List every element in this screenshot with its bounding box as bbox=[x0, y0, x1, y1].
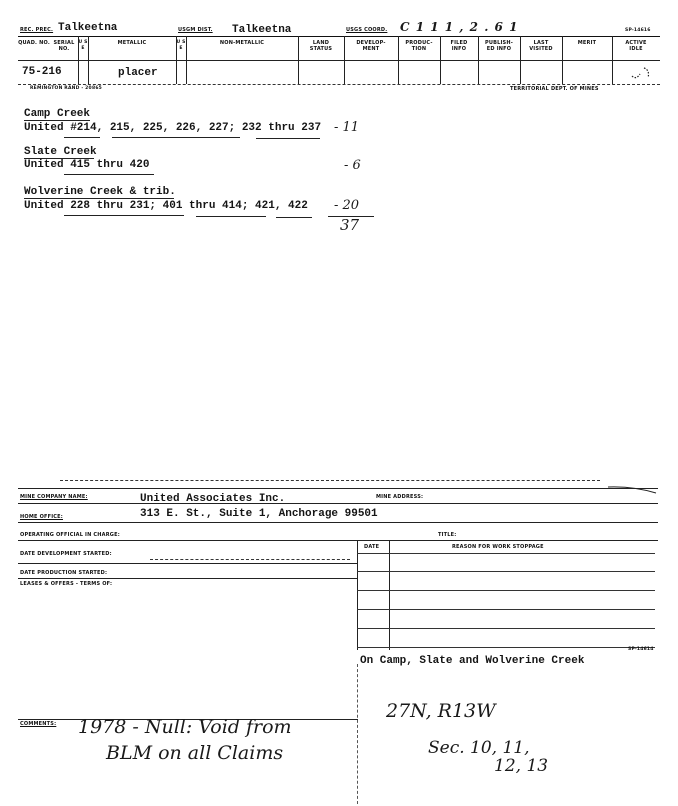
usgs-coord-label: USGS COORD. bbox=[346, 27, 388, 33]
remington-code: 865 bbox=[92, 86, 102, 91]
claim-total: 37 bbox=[340, 216, 360, 234]
claim-creek-wolverine: Wolverine Creek & trib. bbox=[24, 186, 176, 198]
underline bbox=[24, 198, 174, 199]
title-label: TITLE: bbox=[438, 532, 457, 538]
claim-count-slate: - 6 bbox=[344, 158, 361, 173]
section-dash-rule bbox=[60, 480, 600, 481]
col-production: PRODUC-TION bbox=[405, 40, 433, 52]
stop-row-rule bbox=[357, 590, 655, 591]
quad-no-value: 75-216 bbox=[22, 66, 62, 78]
mine-company-value: United Associates Inc. bbox=[140, 493, 286, 505]
col-published-info: PUBLISH-ED INFO bbox=[484, 40, 514, 52]
claim-creek-camp: Camp Creek bbox=[24, 108, 91, 120]
home-office-value: 313 E. St., Suite 1, Anchorage 99501 bbox=[140, 508, 378, 520]
claim-line-camp: United #214, 215, 225, 226, 227; 232 thru 237 bbox=[24, 122, 322, 134]
underline bbox=[64, 137, 100, 138]
mine-address-label: MINE ADDRESS: bbox=[376, 494, 424, 500]
metallic-value: placer bbox=[118, 67, 158, 79]
rule bbox=[18, 540, 658, 541]
location-line-1: 27N, R13W bbox=[386, 700, 496, 722]
stop-row-rule bbox=[357, 609, 655, 610]
underline bbox=[64, 174, 154, 175]
comments-line-2: BLM on all Claims bbox=[106, 742, 284, 764]
claim-creek-slate: Slate Creek bbox=[24, 146, 97, 158]
col-development: DEVELOP-MENT bbox=[356, 40, 386, 52]
leases-label: LEASES & OFFERS - TERMS OF: bbox=[20, 581, 113, 587]
rule bbox=[18, 522, 658, 523]
col-non-metallic: NON-METALLIC bbox=[219, 40, 265, 46]
company-top-rule bbox=[18, 488, 658, 489]
active-idle-checkmark bbox=[612, 62, 658, 84]
rule bbox=[18, 503, 658, 504]
rule bbox=[18, 563, 357, 564]
rec-prec-value: Talkeetna bbox=[58, 22, 118, 34]
operating-official-label: OPERATING OFFICIAL IN CHARGE: bbox=[20, 532, 120, 538]
underline bbox=[64, 215, 184, 216]
comments-line-1: 1978 - Null: Void from bbox=[78, 716, 292, 738]
col-land-status: LAND STATUS bbox=[309, 40, 333, 52]
form-number-bottom: SP-14614 bbox=[628, 647, 654, 652]
underline bbox=[256, 138, 320, 139]
col-metallic: METALLIC bbox=[117, 40, 147, 46]
pen-stroke bbox=[606, 484, 658, 496]
col-last-visited: LAST VISITED bbox=[529, 40, 553, 52]
underline bbox=[196, 216, 266, 217]
claim-line-slate: United 415 thru 420 bbox=[24, 159, 150, 171]
reason-col-header: REASON FOR WORK STOPPAGE bbox=[452, 544, 544, 550]
claim-count-camp: - 11 bbox=[334, 120, 360, 135]
comments-divider bbox=[357, 664, 358, 804]
header-top-rule bbox=[18, 36, 660, 37]
col-filed-info: FILED INFO bbox=[450, 40, 468, 52]
underline bbox=[112, 137, 240, 138]
location-line-2: Sec. 10, 11, bbox=[428, 738, 530, 758]
col-merit: MERIT bbox=[577, 40, 597, 46]
dev-started-field bbox=[150, 559, 350, 560]
col-active-idle: ACTIVE IDLE bbox=[625, 40, 647, 52]
underline bbox=[24, 120, 90, 121]
claim-line-wolverine: United 228 thru 231; 401 thru 414; 421, 422 bbox=[24, 200, 308, 212]
territorial-dept: TERRITORIAL DEPT. OF MINES bbox=[510, 86, 599, 92]
col-use-metallic: U S E bbox=[78, 40, 88, 51]
stop-row-rule bbox=[357, 553, 655, 554]
stop-table-left bbox=[357, 540, 358, 650]
stop-row-rule bbox=[357, 628, 655, 629]
comments-label: COMMENTS: bbox=[20, 721, 57, 727]
col-quad-no: QUAD. NO. bbox=[18, 40, 50, 46]
date-col-header: DATE bbox=[364, 544, 380, 550]
rec-prec-label: REC. PREC. bbox=[20, 27, 54, 33]
claim-count-wolverine: - 20 bbox=[334, 198, 360, 213]
underline bbox=[276, 217, 312, 218]
header-bottom-rule bbox=[18, 60, 660, 61]
stop-row-rule bbox=[357, 647, 655, 648]
col-use-nonmetallic: U S E bbox=[176, 40, 186, 51]
form-number-top: SP-14616 bbox=[625, 28, 651, 33]
location-line-3: 12, 13 bbox=[494, 756, 549, 776]
usgm-dist-label: USGM DIST. bbox=[178, 27, 213, 33]
stop-row-rule bbox=[357, 571, 655, 572]
stop-table-divider bbox=[389, 540, 390, 650]
prod-started-label: DATE PRODUCTION STARTED: bbox=[20, 570, 108, 576]
rule bbox=[18, 578, 357, 579]
remington-label: REMINGTON RAND - 20 bbox=[30, 86, 92, 91]
usgs-coord-value: C 1 1 1 , 2 . 6 1 bbox=[400, 20, 519, 34]
col-serial-no: SERIAL NO. bbox=[53, 40, 75, 52]
location-note: On Camp, Slate and Wolverine Creek bbox=[360, 655, 585, 667]
mine-company-label: MINE COMPANY NAME: bbox=[20, 494, 88, 500]
row-bottom-rule bbox=[18, 84, 660, 85]
usgm-dist-value: Talkeetna bbox=[232, 24, 292, 36]
home-office-label: HOME OFFICE: bbox=[20, 514, 63, 520]
dev-started-label: DATE DEVELOPMENT STARTED: bbox=[20, 551, 112, 557]
